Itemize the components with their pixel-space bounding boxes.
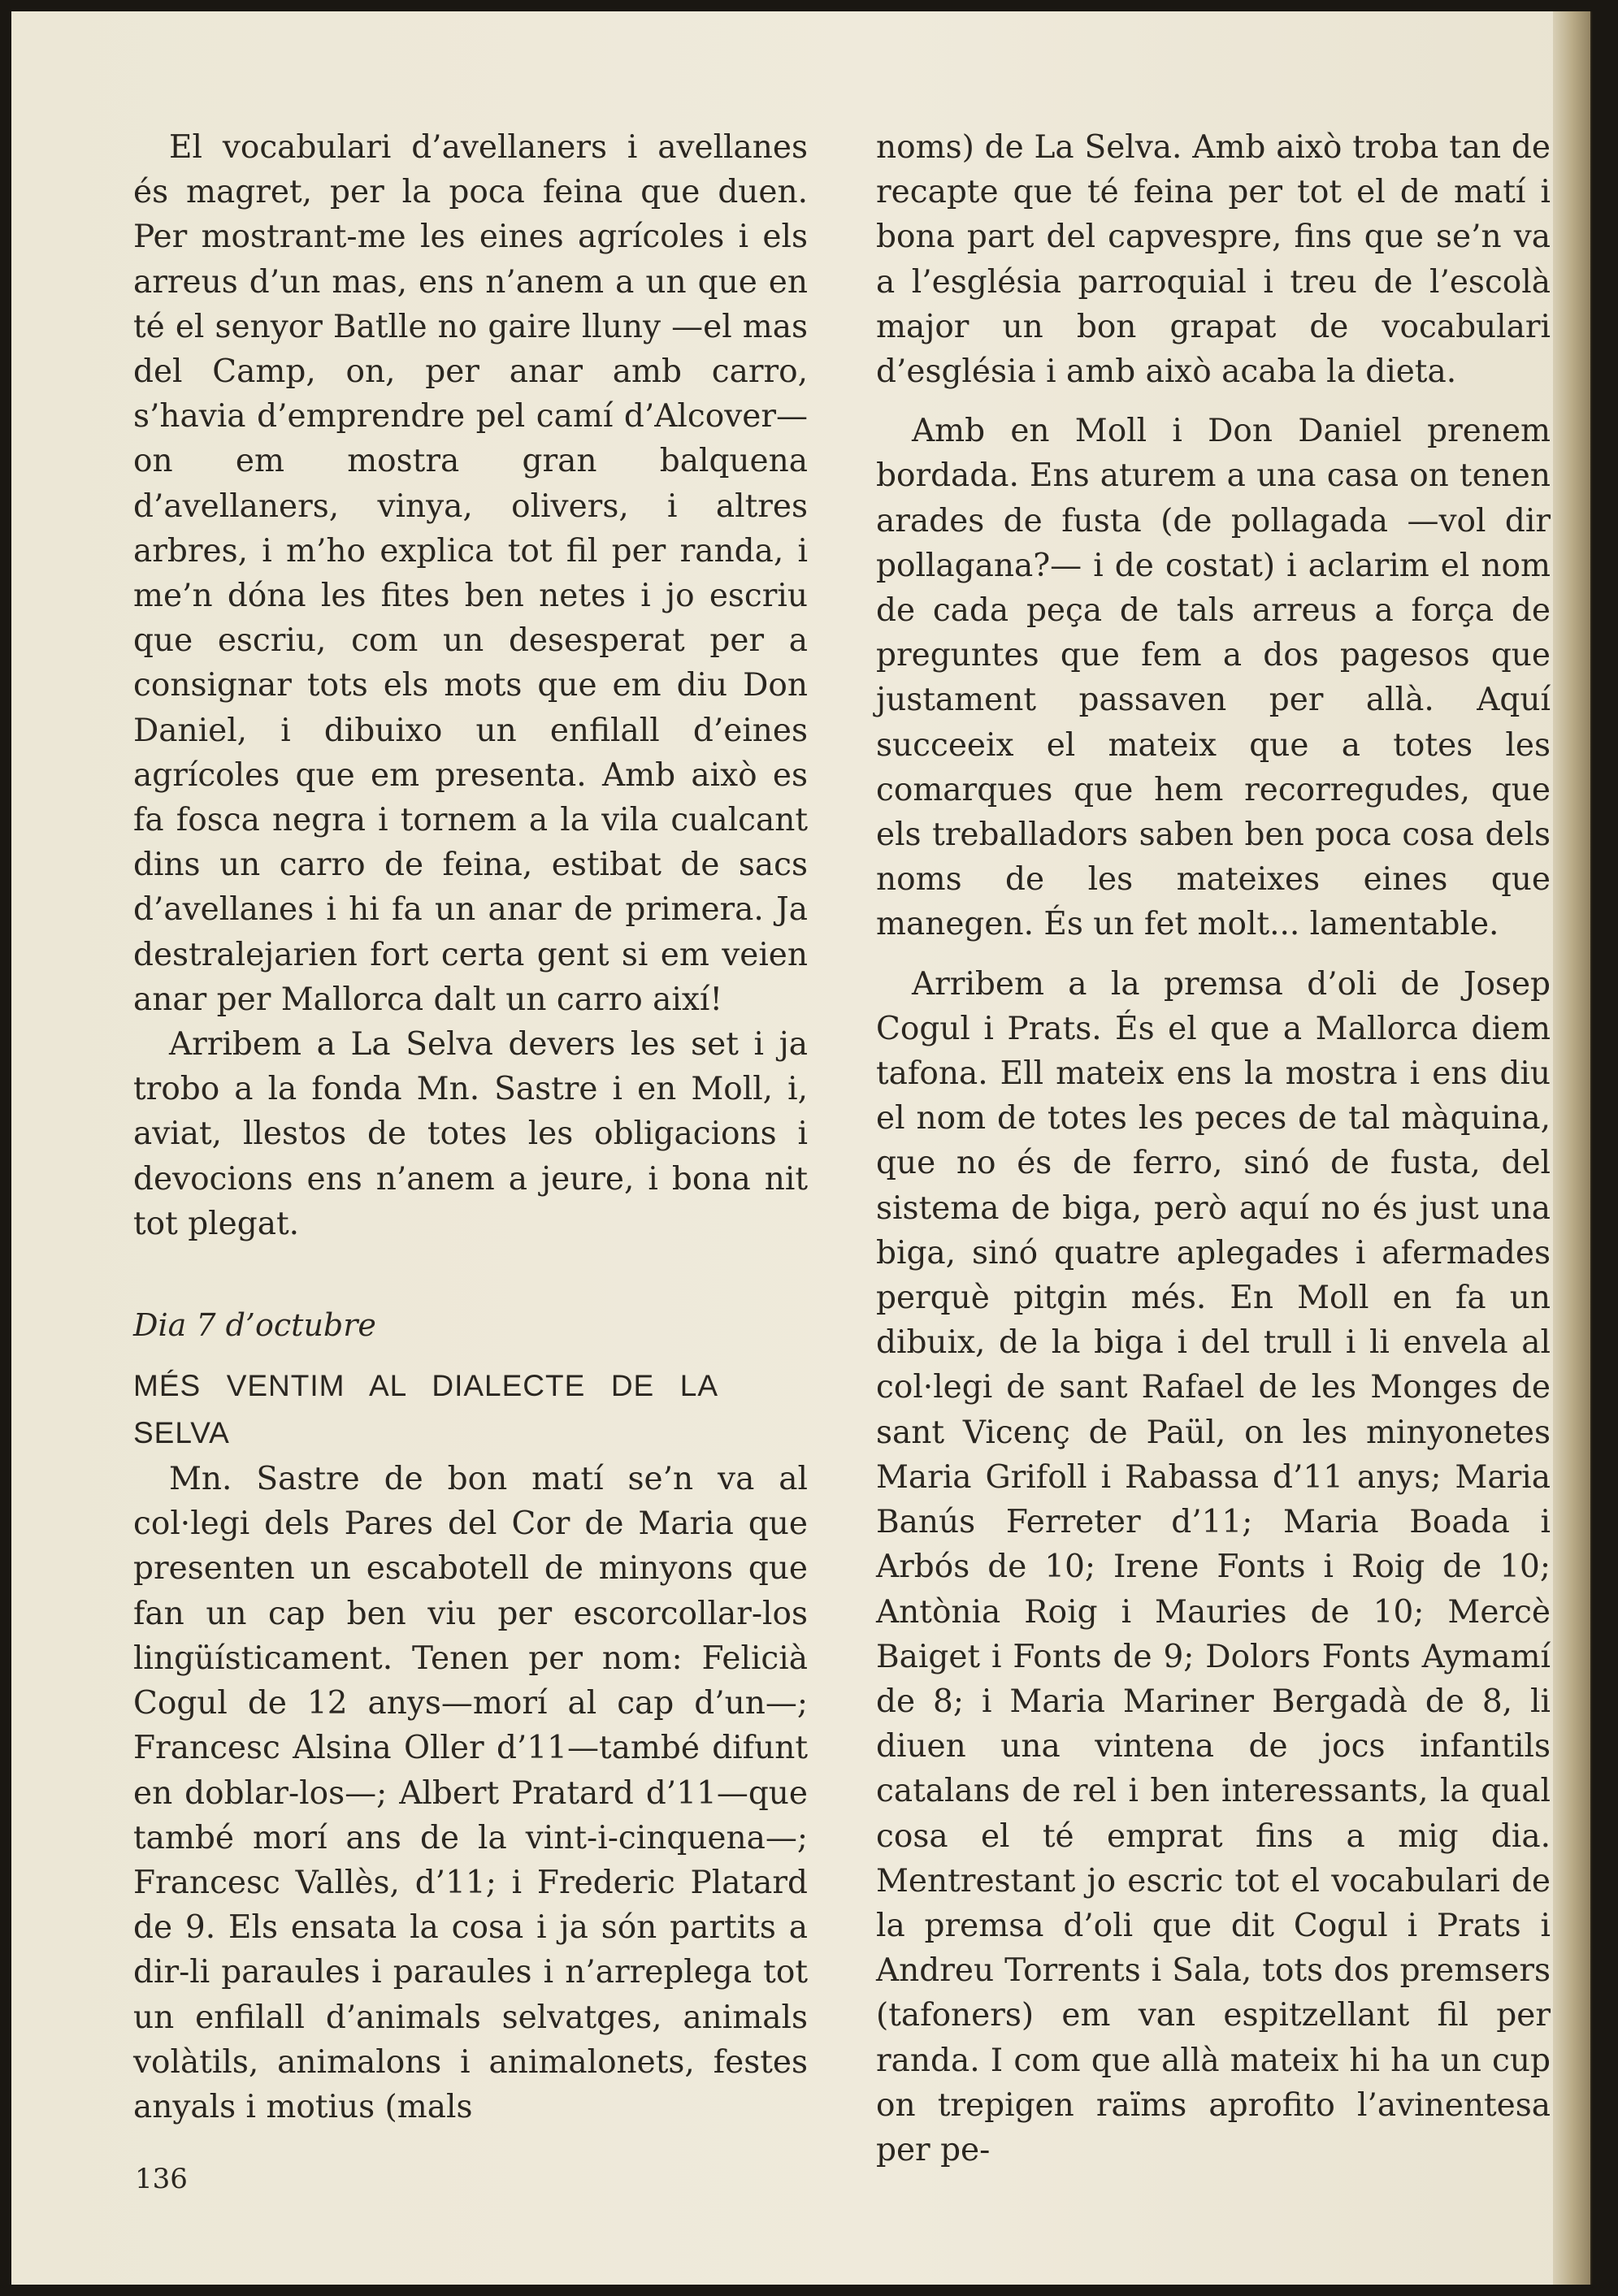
book-page [11, 11, 1592, 2285]
left-paragraph-2: Arribem a La Selva devers les set i ja trobo a la fonda Mn. Sastre i en Moll, i, aviat, llestos de totes les obligacions i devocions ens n’anem a jeure, i bona nit tot plegat. [133, 1026, 808, 1242]
left-paragraph-1: El vocabulari d’avellaners i avellanes és magret, per la poca feina que duen. Per mostrant-me les eines agrícoles i els arreus d’un mas, ens n’anem a un que en té el senyor Batlle no gaire lluny —el mas del Camp, on, per anar amb carro, s’havia d’emprendre pel camí d’Alcover— on em mostra gran balquena d’avellaners, vinya, olivers, i altres arbres, i m’ho explica tot fil per randa, i me’n dóna les fites ben netes i jo escriu que escriu, com un desesperat per a consignar tots els mots que em diu Don Daniel, i dibuixo un enfilall d’eines agrícoles que em presenta. Amb això es fa fosca negra i tornem a la vila cualcant dins un carro de feina, estibat de sacs d’avellanes i hi fa un anar de primera. Ja destralejarien fort certa gent si em veien anar per Mallorca dalt un carro així! [133, 129, 808, 1018]
right-paragraph-1: noms) de La Selva. Amb això troba tan de recapte que té feina per tot el de matí i bona part del capvespre, fins que se’n va a l’església parroquial i treu de l’escolà major un bon grapat de vocabulari d’església i amb això acaba la dieta. [876, 129, 1551, 391]
page-number: 136 [135, 2163, 188, 2195]
right-paragraph-3: Arribem a la premsa d’oli de Josep Cogul i Prats. És el que a Mallorca diem tafona. Ell mateix ens la mostra i ens diu el nom de totes les peces de tal màquina, que no és de ferro, sinó de fusta, del sistema de biga, però aquí no és just una biga, sinó quatre aplegades i afermades perquè pitgin més. En Moll en fa un dibuix, de la biga i del trull i li envela al col·legi de sant Rafael de les Monges de sant Vicenç de Paül, on les minyonetes Maria Grifoll i Rabassa d’11 anys; Maria Banús Ferreter d’11; Maria Boada i Arbós de 10; Irene Fonts i Roig de 10; Antònia Roig i Mauries de 10; Mercè Baiget i Fonts de 9; Dolors Fonts Aymamí de 8; i Maria Mariner Bergadà de 8, li diuen una vintena de jocs infantils catalans de rel i ben interessants, la qual cosa el té emprat fins a mig dia. Mentrestant jo escric tot el vocabulari de la premsa d’oli que dit Cogul i Prats i Andreu Torrents i Sala, tots dos premsers (tafoners) em van espitzellant fil per randa. I com que allà mateix hi ha un cup on trepigen raïms aprofito l’avinentesa per pe- [876, 965, 1551, 2168]
left-column [133, 125, 808, 2129]
entry-date: Dia 7 d’octubre [133, 1307, 376, 1344]
left-paragraph-3: Mn. Sastre de bon matí se’n va al col·legi dels Pares del Cor de Maria que presenten un escabotell de minyons que fan un cap ben viu per escorcollar-los lingüísticament. Tenen per nom: Felicià Cogul de 12 anys—morí al cap d’un—; Francesc Alsina Oller d’11—també difunt en doblar-los—; Albert Pratard d’11—que també morí ans de la vint-i-cinquena—; Francesc Vallès, d’11; i Frederic Platard de 9. Els ensata la cosa i ja són partits a dir-li paraules i paraules i n’arreplega tot un enfilall d’animals selvatges, animals volàtils, animalons i animalonets, festes anyals i motius (mals [133, 1461, 808, 2125]
page-edge [1590, 11, 1592, 2285]
book-spine [1553, 11, 1592, 2285]
right-column [876, 125, 1551, 2173]
right-paragraph-2: Amb en Moll i Don Daniel prenem bordada. Ens aturem a una casa on tenen arades de fusta (de pollagada —vol dir pollagana?— i de costat) i aclarim el nom de cada peça de tals arreus a força de preguntes que fem a dos pagesos que justament passaven per allà. Aquí succeeix el mateix que a totes les comarques que hem recorregudes, que els treballadors saben ben poca cosa dels noms de les mateixes eines que manegen. És un fet molt... lamentable. [876, 413, 1551, 943]
section-heading: MÉS VENTIM AL DIALECTE DE LA SELVA [133, 1369, 718, 1450]
